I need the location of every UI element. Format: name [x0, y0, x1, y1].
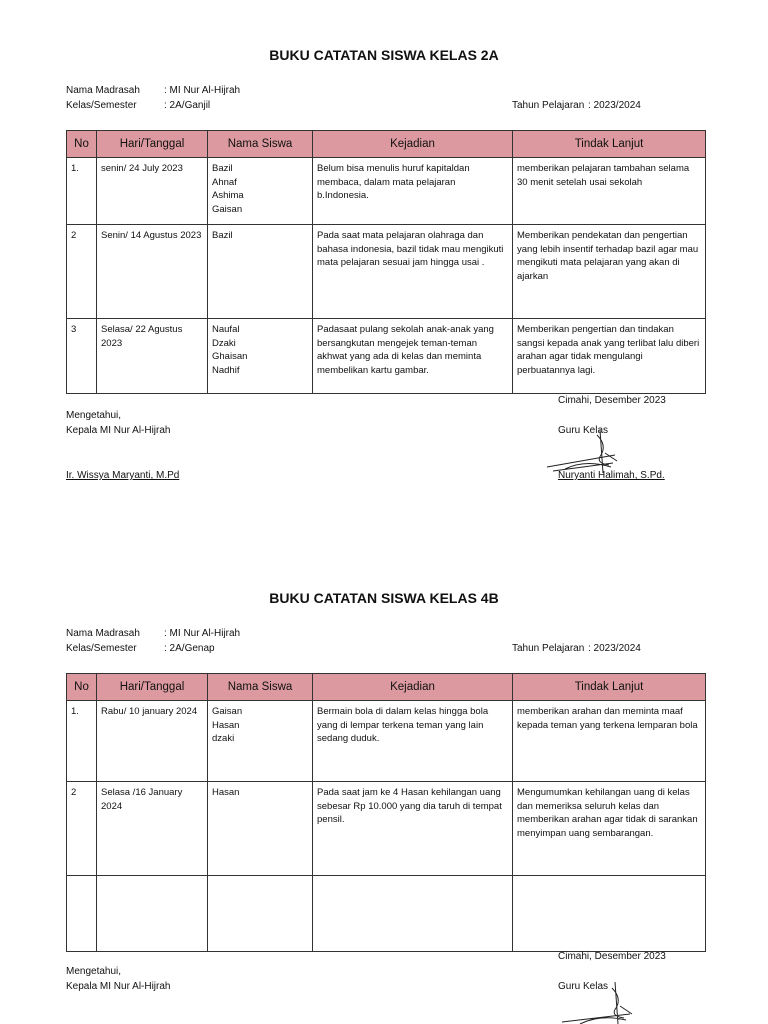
madrasah-label: Nama Madrasah: [66, 85, 140, 96]
cell-tindak: Memberikan pengertian dan tindakan sangsi kepada anak yang terlibat lalu diberi arahan agar tidak mengulangi perbuatannya lagi.: [513, 319, 706, 394]
madrasah-value: : MI Nur Al-Hijrah: [164, 85, 241, 96]
student-name: Bazil: [212, 230, 233, 241]
cell-tanggal: senin/ 24 July 2023: [97, 158, 208, 225]
cell-tanggal: Selasa /16 January 2024: [97, 782, 208, 876]
table-row: [67, 876, 706, 952]
guru-label: Guru Kelas: [558, 981, 609, 992]
cell-no: 3: [67, 319, 97, 394]
cell-tindak: [513, 876, 706, 952]
cell-tindak: memberikan arahan dan meminta maaf kepada teman yang terkena lemparan bola: [513, 701, 706, 782]
cell-siswa: [208, 876, 313, 952]
cell-tanggal: Rabu/ 10 january 2024: [97, 701, 208, 782]
guru-signatory-name: Nuryanti Halimah, S.Pd.: [558, 470, 665, 481]
catatan-table: [66, 673, 706, 952]
header-tanggal: Hari/Tanggal: [97, 131, 208, 158]
cell-no: 2: [67, 225, 97, 319]
kepala-signatory-name: Ir. Wissya Maryanti, M.Pd: [66, 470, 180, 481]
student-name: Hasan: [212, 787, 240, 798]
cell-kejadian: [313, 876, 513, 952]
kepala-label: Kepala MI Nur Al-Hijrah: [66, 981, 171, 992]
header-siswa: Nama Siswa: [208, 131, 313, 158]
cell-siswa: [208, 701, 313, 782]
kelas-value: : 2A/Ganjil: [164, 100, 211, 111]
kelas-value: : 2A/Genap: [164, 643, 215, 654]
cell-tanggal: [97, 876, 208, 952]
cell-tindak: Mengumumkan kehilangan uang di kelas dan memeriksa seluruh kelas dan memberikan arahan agar tidak di sarankan menyimpan uang sembarangan.: [513, 782, 706, 876]
date-place: Cimahi, Desember 2023: [558, 951, 666, 962]
table-row: [67, 782, 706, 876]
header-no: No: [67, 674, 97, 701]
cell-no: 1.: [67, 158, 97, 225]
mengetahui-label: Mengetahui,: [66, 966, 122, 977]
kepala-label: Kepala MI Nur Al-Hijrah: [66, 425, 171, 436]
cell-tanggal: Senin/ 14 Agustus 2023: [97, 225, 208, 319]
table-row: [67, 158, 706, 225]
kelas-label: Kelas/Semester: [66, 100, 137, 111]
table-row: [67, 225, 706, 319]
cell-tindak: Memberikan pendekatan dan pengertian yang lebih insentif terhadap bazil agar mau mengikuti mata pelajaran yang akan di ajarkan: [513, 225, 706, 319]
table-header-row: [67, 131, 706, 158]
cell-no: 2: [67, 782, 97, 876]
header-siswa: Nama Siswa: [208, 674, 313, 701]
student-name: Ahnaf: [212, 176, 237, 188]
student-name: Bazil: [212, 163, 233, 174]
cell-kejadian: Pada saat jam ke 4 Hasan kehilangan uang sebesar Rp 10.000 yang dia taruh di tempat pensil.: [313, 782, 513, 876]
header-kejadian: Kejadian: [313, 131, 513, 158]
date-place: Cimahi, Desember 2023: [558, 395, 666, 406]
guru-label: Guru Kelas: [558, 425, 609, 436]
tahun-label: Tahun Pelajaran: [512, 643, 585, 654]
table-row: [67, 319, 706, 394]
kelas-label: Kelas/Semester: [66, 643, 137, 654]
cell-siswa: [208, 319, 313, 394]
student-name: Gaisan: [212, 706, 243, 717]
student-name: dzaki: [212, 733, 235, 744]
guru-signature: [545, 425, 625, 475]
cell-kejadian: Pada saat mata pelajaran olahraga dan bahasa indonesia, bazil tidak mau mengikuti mata pelajaran sesuai jam hingga usai .: [313, 225, 513, 319]
cell-tindak: memberikan pelajaran tambahan selama 30 menit setelah usai sekolah: [513, 158, 706, 225]
header-tindak: Tindak Lanjut: [513, 674, 706, 701]
header-tindak: Tindak Lanjut: [513, 131, 706, 158]
student-name: Ashima: [212, 190, 244, 201]
cell-no: 1.: [67, 701, 97, 782]
sheet-title: BUKU CATATAN SISWA KELAS 4B: [269, 590, 499, 606]
header-tanggal: Hari/Tanggal: [97, 674, 208, 701]
madrasah-label: Nama Madrasah: [66, 628, 140, 639]
cell-kejadian: Belum bisa menulis huruf kapitaldan membaca, dalam mata pelajaran b.Indonesia.: [313, 158, 513, 225]
cell-kejadian: Bermain bola di dalam kelas hingga bola yang di lempar terkena teman yang lain sedang duduk.: [313, 701, 513, 782]
madrasah-value: : MI Nur Al-Hijrah: [164, 628, 241, 639]
header-no: No: [67, 131, 97, 158]
sheet-title: BUKU CATATAN SISWA KELAS 2A: [269, 47, 499, 63]
table-row: [67, 701, 706, 782]
cell-siswa: [208, 225, 313, 319]
header-kejadian: Kejadian: [313, 674, 513, 701]
tahun-value: : 2023/2024: [588, 100, 641, 111]
guru-signature: [560, 978, 640, 1024]
cell-tanggal: Selasa/ 22 Agustus 2023: [97, 319, 208, 394]
student-name: Gaisan: [212, 203, 243, 215]
cell-no: [67, 876, 97, 952]
mengetahui-label: Mengetahui,: [66, 410, 122, 421]
cell-kejadian: Padasaat pulang sekolah anak-anak yang bersangkutan mengejek teman-teman akhwat yang ada di kelas dan meminta membelikan kartu gambar.: [313, 319, 513, 394]
tahun-value: : 2023/2024: [588, 643, 641, 654]
table-header-row: [67, 674, 706, 701]
student-name: Naufal: [212, 324, 240, 335]
student-name: Ghaisan: [212, 351, 248, 362]
student-name: Nadhif: [212, 364, 240, 376]
cell-siswa: [208, 158, 313, 225]
cell-siswa: [208, 782, 313, 876]
tahun-label: Tahun Pelajaran: [512, 100, 585, 111]
student-name: Dzaki: [212, 337, 236, 349]
catatan-table: [66, 130, 706, 394]
student-name: Hasan: [212, 719, 240, 731]
